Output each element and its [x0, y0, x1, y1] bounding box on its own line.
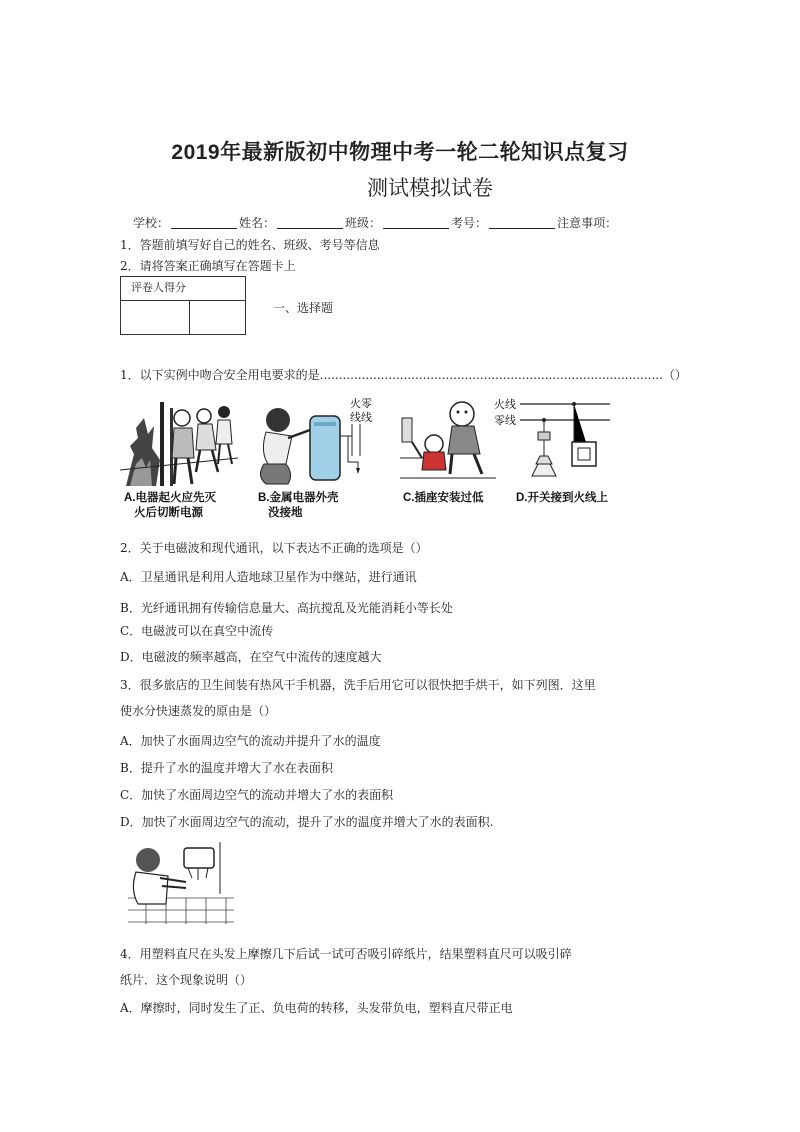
b-wire-label-1: 火零 — [350, 398, 372, 410]
hand-dryer-image — [126, 838, 236, 924]
option-a-caption-1: A.电器起火应先灭 — [124, 492, 216, 504]
option-b-caption-1: B.金属电器外壳 — [258, 492, 339, 504]
question-3-option-a: A．加快了水面周边空气的流动并提升了水的温度 — [120, 734, 381, 748]
d-fire-wire-label: 火线 — [494, 399, 516, 411]
exam-title-line2: 测试模拟试卷 — [367, 176, 493, 200]
section-heading: 一、选择题 — [273, 301, 334, 315]
name-blank[interactable] — [277, 216, 343, 229]
exam-no-blank[interactable] — [489, 216, 555, 229]
question-4-stem-line-1: 4．用塑料直尺在头发上摩擦几下后试一试可否吸引碎纸片，结果塑料直尺可以吸引碎 — [120, 947, 572, 961]
question-4-stem-line-2: 纸片．这个现象说明（） — [120, 973, 253, 987]
question-3-option-c: C．加快了水面周边空气的流动并增大了水的表面积 — [120, 788, 394, 802]
question-1-stem: 1．以下实例中吻合安全用电要求的是..........................................................................................（） — [120, 368, 687, 382]
class-blank[interactable] — [383, 216, 449, 229]
option-c-caption: C.插座安装过低 — [403, 492, 484, 504]
note-1: 1．答题前填写好自己的姓名、班级、考号等信息 — [120, 238, 380, 252]
class-label: 班级： — [345, 216, 382, 230]
d-zero-wire-label: 零线 — [494, 415, 516, 427]
student-info-line — [133, 214, 617, 231]
question-2-stem: 2．关于电磁波和现代通讯，以下表达不正确的选项是（） — [120, 541, 428, 555]
school-blank[interactable] — [171, 216, 237, 229]
socket-scene-image — [398, 398, 498, 486]
question-3-stem-line-2: 使水分快速蒸发的原由是（） — [120, 704, 277, 718]
name-label: 姓名： — [239, 216, 276, 230]
exam-no-label: 考号： — [451, 216, 488, 230]
score-table — [120, 276, 246, 335]
question-2-option-b: B．光纤通讯拥有传输信息量大、高抗搅乱及光能消耗小等长处 — [120, 601, 453, 615]
exam-title-line1 — [0, 136, 800, 166]
switch-wiring-image — [494, 396, 612, 490]
question-4-option-a: A．摩擦时，同时发生了正、负电荷的转移，头发带负电，塑料直尺带正电 — [120, 1001, 513, 1015]
question-3-stem-line-1: 3．很多旅店的卫生间装有热风干手机器，洗手后用它可以很快把手烘干，如下列图．这里 — [120, 678, 596, 692]
b-wire-label-2: 线线 — [350, 412, 372, 424]
title-year: 2019 — [171, 141, 221, 164]
fire-scene-image — [120, 398, 238, 490]
question-2-option-a: A．卫星通讯是利用人造地球卫星作为中继站，进行通讯 — [120, 570, 417, 584]
note-2: 2．请将答案正确填写在答题卡上 — [120, 259, 296, 273]
score-table-divider — [189, 301, 190, 335]
option-b-caption-2: 没接地 — [268, 507, 303, 519]
question-2-option-d: D．电磁波的频率越高，在空气中流传的速度越大 — [120, 650, 382, 664]
title-line1-text: 年最新版初中物理中考一轮二轮知识点复习 — [220, 139, 629, 164]
notes-label: 注意事项： — [557, 216, 618, 230]
question-3-option-d: D．加快了水面周边空气的流动，提升了水的温度并增大了水的表面积. — [120, 815, 494, 829]
appliance-scene-image — [252, 396, 380, 488]
option-d-caption: D.开关接到火线上 — [516, 492, 608, 504]
question-3-option-b: B．提升了水的温度并增大了水在表面积 — [120, 761, 333, 775]
score-table-header: 评卷人得分 — [121, 277, 245, 301]
school-label: 学校： — [133, 216, 170, 230]
option-a-caption-2: 火后切断电源 — [134, 507, 203, 519]
question-2-option-c: C．电磁波可以在真空中流传 — [120, 624, 274, 638]
